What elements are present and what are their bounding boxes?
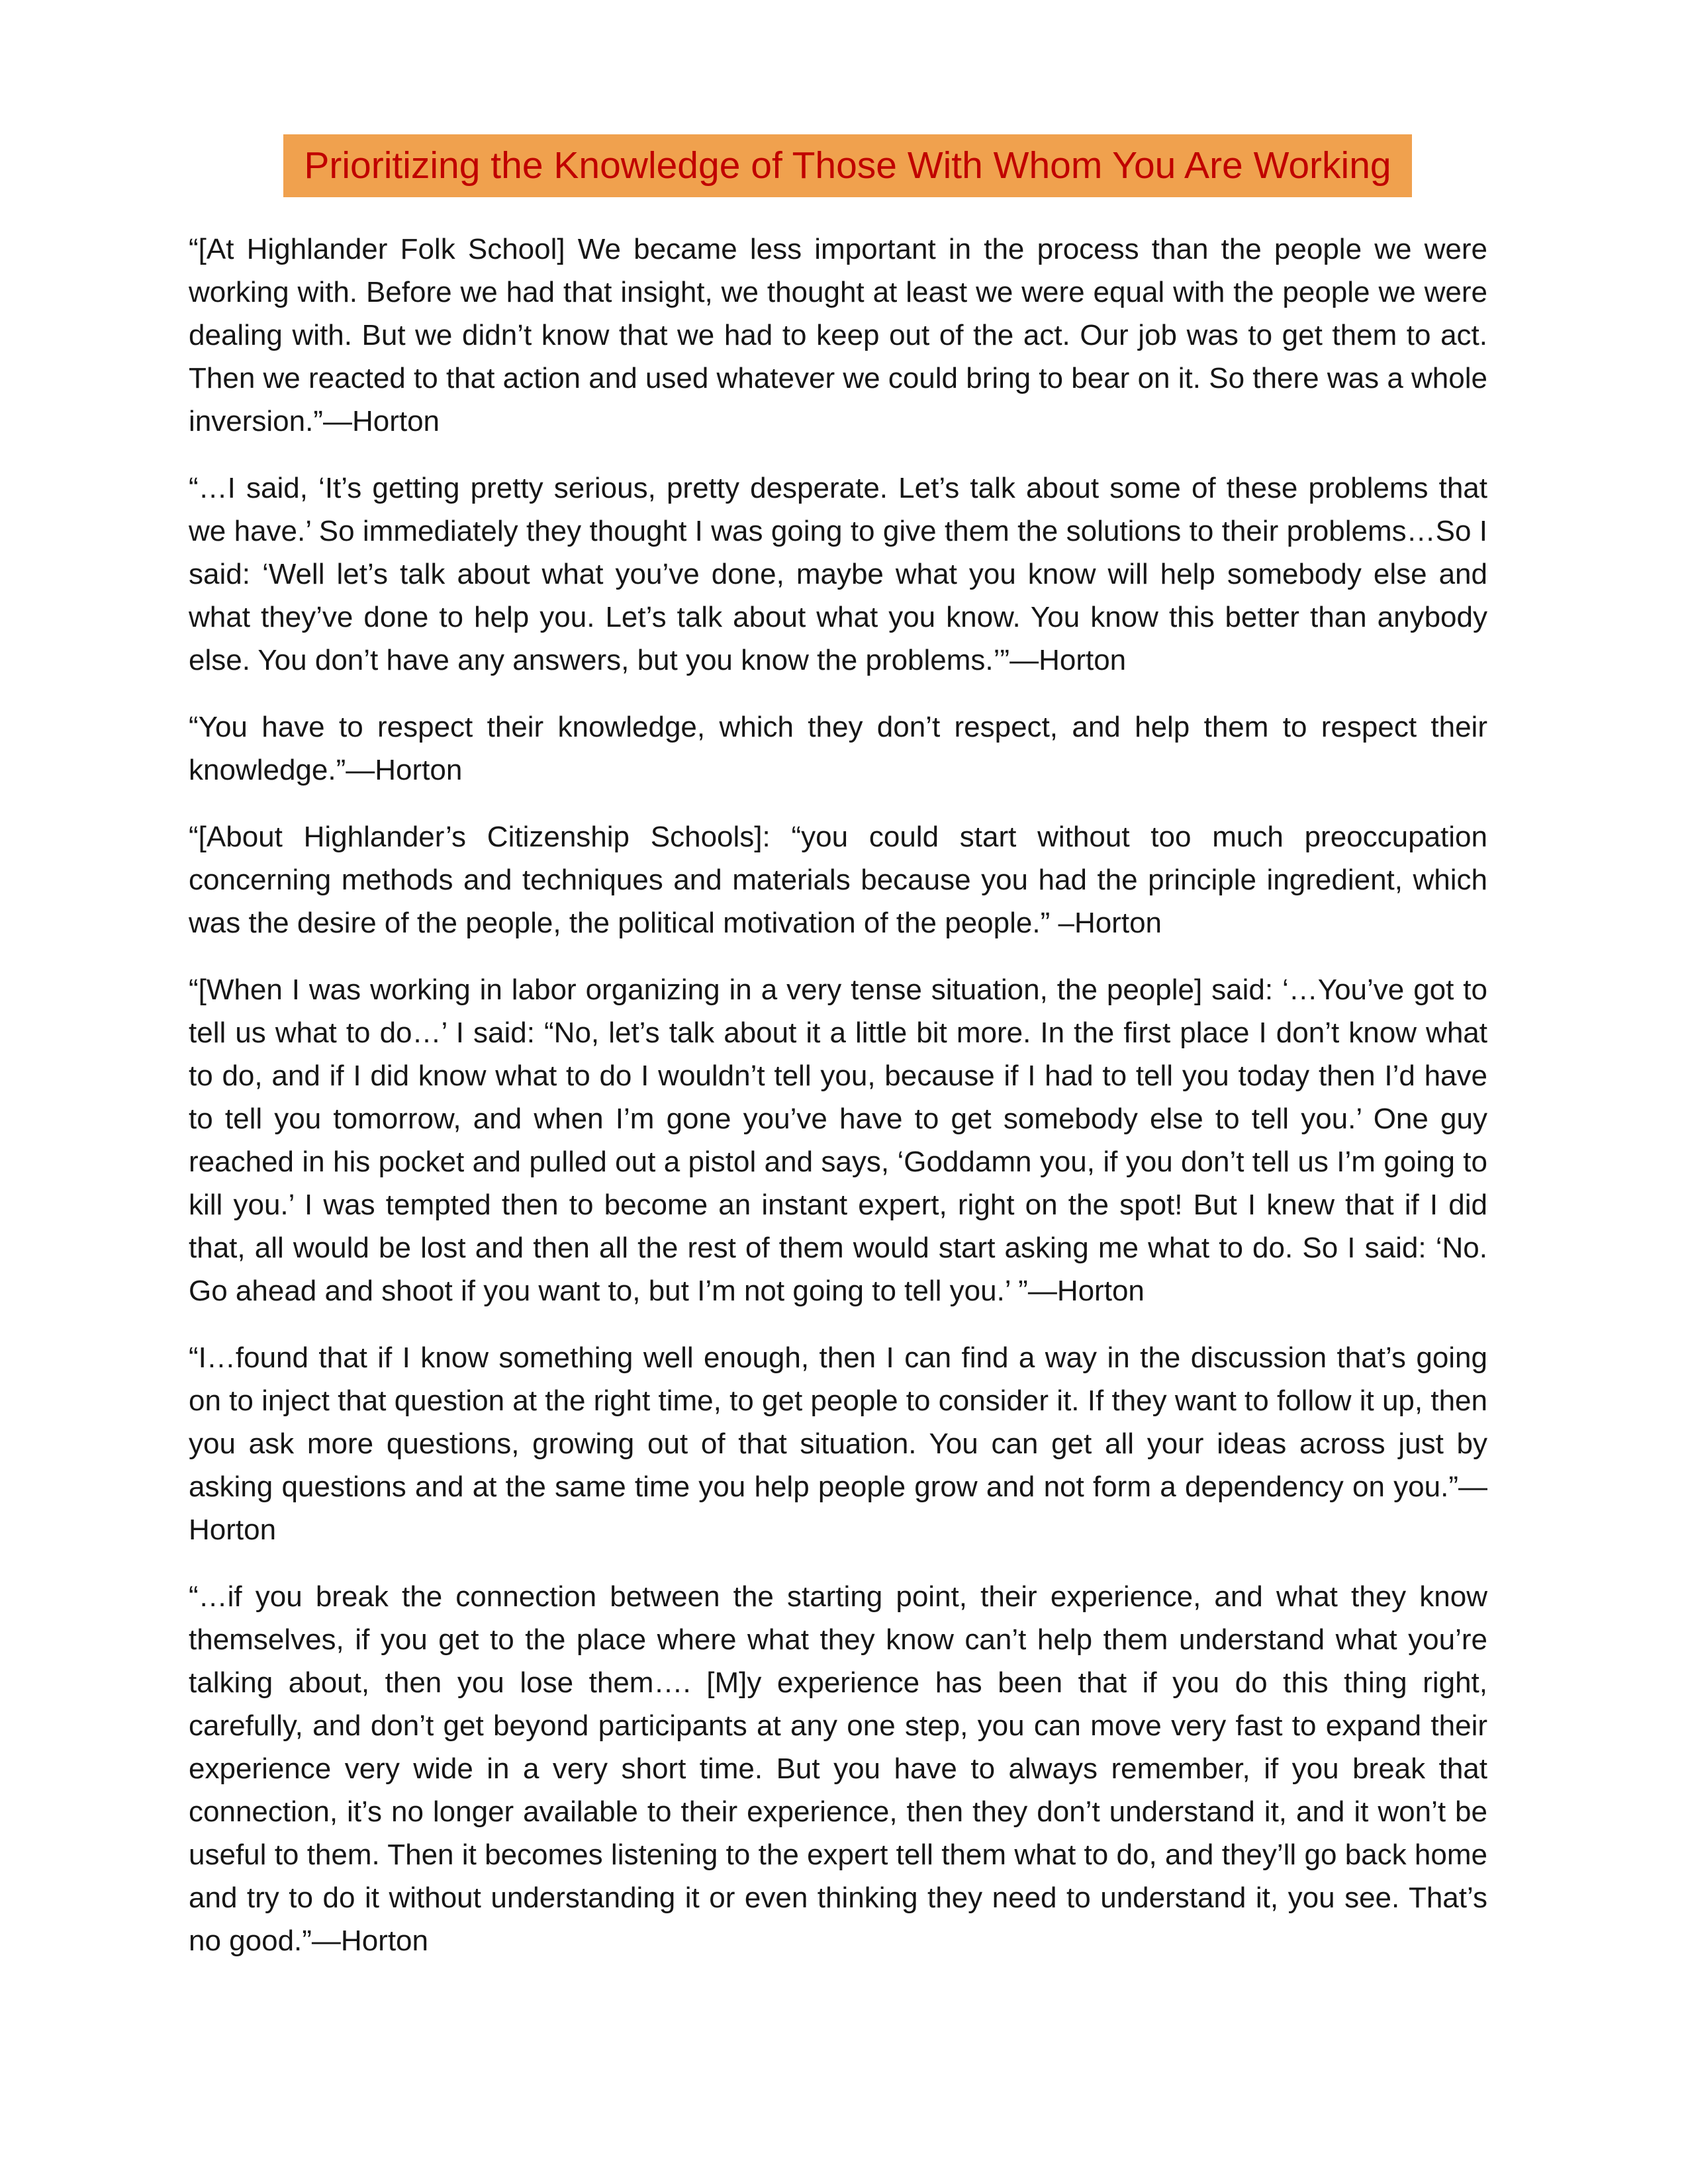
quote-paragraph: “I…found that if I know something well enough, then I can find a way in the discussion that’s going on to inject that question at the right time, to get people to consider it. If they want to follow it up, then you ask more questions, growing out of that situation. You can get all your ideas across just by asking questions and at the same time you help people grow and not form a dependency on you.”—Horton [189, 1342, 1487, 1546]
quotes-section [189, 228, 1487, 1962]
quote-paragraph: “You have to respect their knowledge, which they don’t respect, and help them to respect their knowledge.”—Horton [189, 711, 1487, 786]
quote-paragraph: “…I said, ‘It’s getting pretty serious, pretty desperate. Let’s talk about some of these problems that we have.’ So immediately they thought I was going to give them the solutions to their problems…So I said: ‘Well let’s talk about what you’ve done, maybe what you know will help somebody else and what they’ve done to help you. Let’s talk about what you know. You know this better than anybody else. You don’t have any answers, but you know the problems.’”—Horton [189, 472, 1487, 676]
quote-paragraph: “…if you break the connection between the starting point, their experience, and what they know themselves, if you get to the place where what they know can’t help them understand what you’re talking about, then you lose them…. [M]y experience has been that if you do this thing right, carefully, and don’t get beyond participants at any one step, you can move very fast to expand their experience very wide in a very short time. But you have to always remember, if you break that connection, it’s no longer available to their experience, then they don’t understand it, and it won’t be useful to them. Then it becomes listening to the expert tell them what to do, and they’ll go back home and try to do it without understanding it or even thinking they need to understand it, you see. That’s no good.”—Horton [189, 1580, 1487, 1957]
title-banner [283, 134, 1412, 197]
page-title: Prioritizing the Knowledge of Those With Whom You Are Working [304, 144, 1391, 187]
quote-paragraph: “[At Highlander Folk School] We became less important in the process than the people we were working with. Before we had that insight, we thought at least we were equal with the people we were dealing with. But we didn’t know that we had to keep out of the act. Our job was to get them to act. Then we reacted to that action and used whatever we could bring to bear on it. So there was a whole inversion.”—Horton [189, 233, 1487, 437]
quote-paragraph: “[About Highlander’s Citizenship Schools]: “you could start without too much preoccupation concerning methods and techniques and materials because you had the principle ingredient, which was the desire of the people, the political motivation of the people.” –Horton [189, 821, 1487, 939]
quote-paragraph: “[When I was working in labor organizing in a very tense situation, the people] said: ‘…You’ve got to tell us what to do…’ I said: “No, let’s talk about it a little bit more. In the first place I don’t know what to do, and if I did know what to do I wouldn’t tell you, because if I had to tell you today then I’d have to tell you tomorrow, and when I’m gone you’ve have to get somebody else to tell you.’ One guy reached in his pocket and pulled out a pistol and says, ‘Goddamn you, if you don’t tell us I’m going to kill you.’ I was tempted then to become an instant expert, right on the spot! But I knew that if I did that, all would be lost and then all the rest of them would start asking me what to do. So I said: ‘No. Go ahead and shoot if you want to, but I’m not going to tell you.’ ”—Horton [189, 974, 1487, 1307]
